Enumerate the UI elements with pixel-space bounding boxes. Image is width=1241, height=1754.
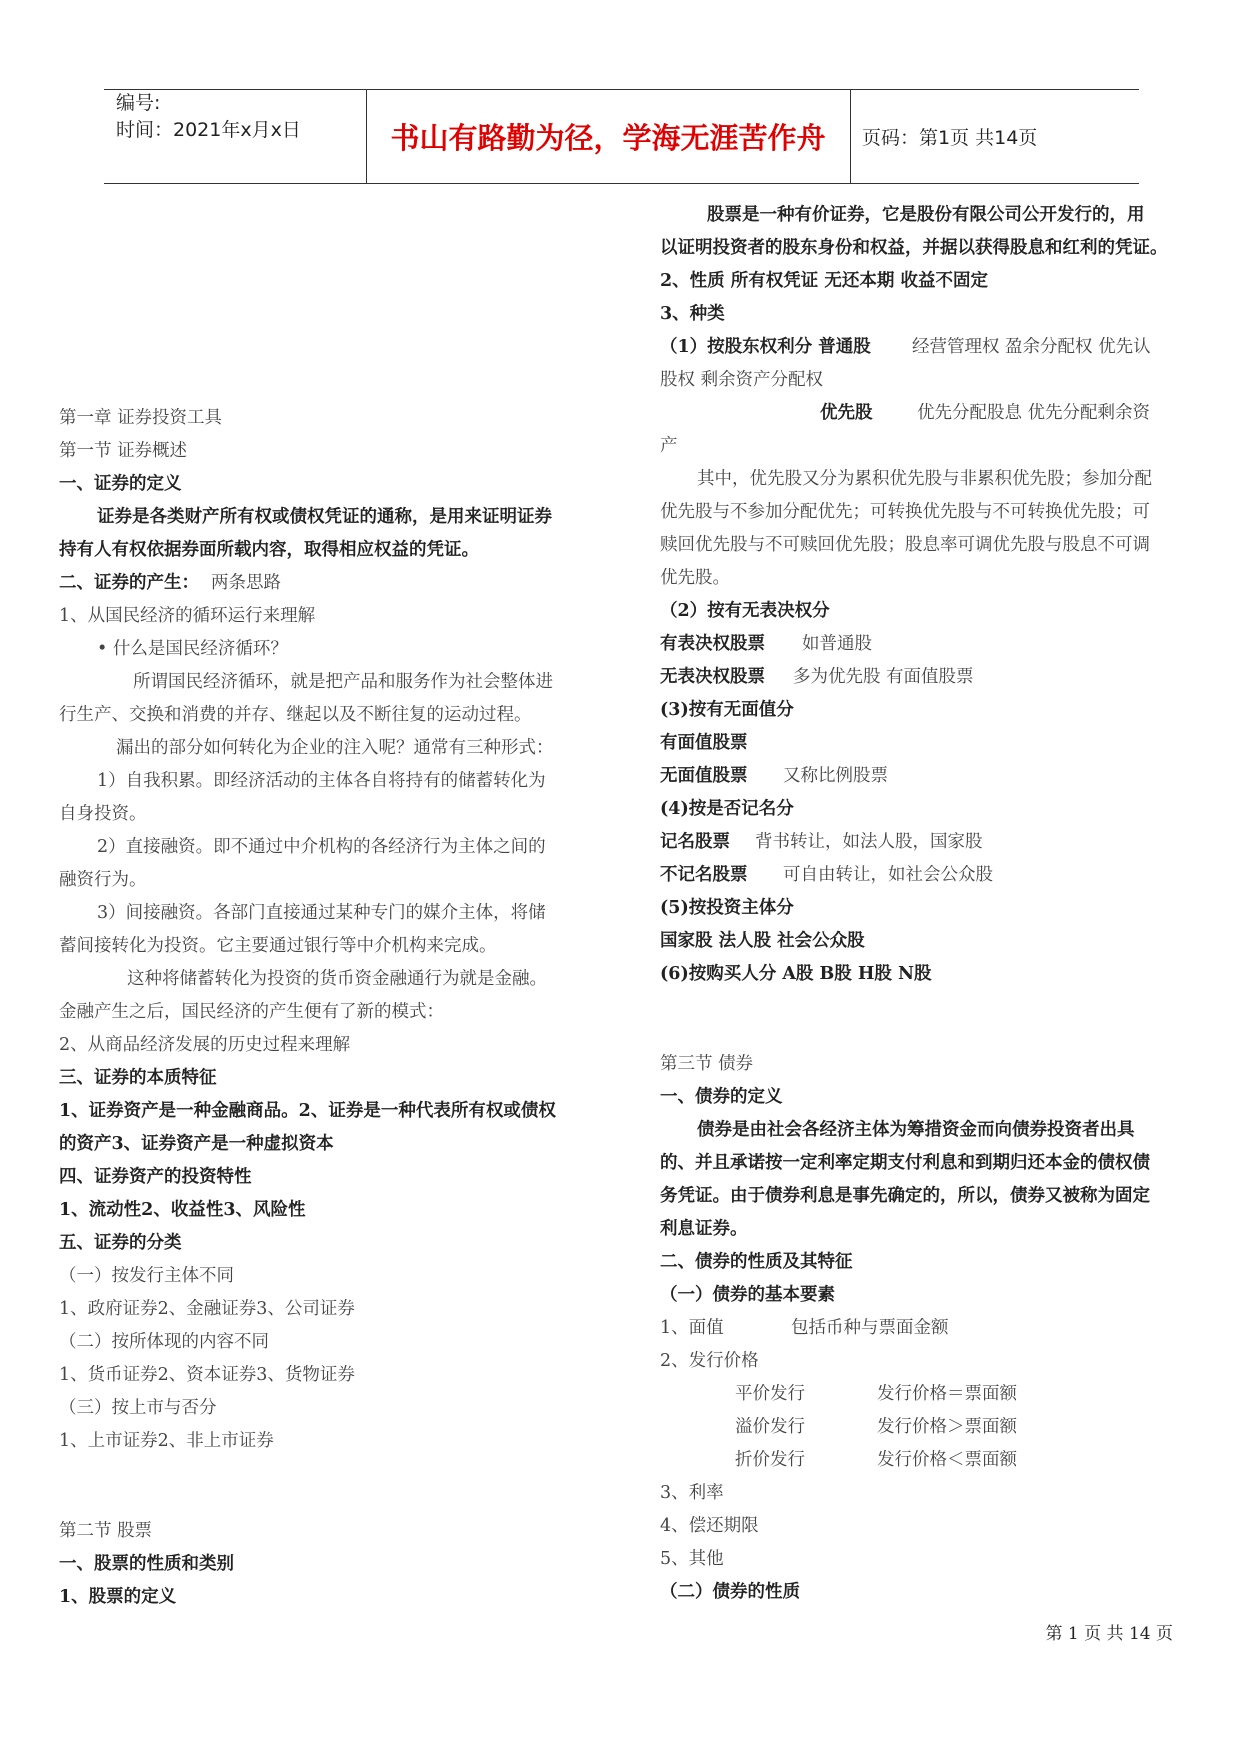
right-text-line: 利息证券。 — [660, 1219, 748, 1239]
left-text-line: 自身投资。 — [59, 804, 147, 824]
right-text-line: (4)按是否记名分 — [660, 799, 794, 819]
left-text-line: 二、证券的产生： — [59, 573, 199, 593]
left-text-line: • 什么是国民经济循环？ — [97, 639, 288, 659]
left-text-line: 1、从国民经济的循环运行来理解 — [59, 606, 316, 626]
left-text-line: 金融产生之后，国民经济的产生便有了新的模式： — [59, 1002, 444, 1022]
right-text-line: 背书转让，如法人股，国家股 — [755, 832, 983, 852]
right-text-line: 发行价格＝票面额 — [877, 1384, 1017, 1404]
right-text-line: 2、性质 所有权凭证 无还本期 收益不固定 — [660, 271, 988, 291]
right-text-line: 包括币种与票面金额 — [791, 1318, 949, 1338]
right-text-line: (3)按有无面值分 — [660, 700, 794, 720]
right-text-line: 可自由转让，如社会公众股 — [783, 865, 993, 885]
left-text-line: 1、流动性2、收益性3、风险性 — [59, 1200, 306, 1220]
left-text-line: 3）间接融资。各部门直接通过某种专门的媒介主体，将储 — [97, 903, 546, 923]
right-text-line: 国家股 法人股 社会公众股 — [660, 931, 865, 951]
left-text-line: 漏出的部分如何转化为企业的注入呢？通常有三种形式： — [116, 738, 554, 758]
right-text-line: 无表决权股票 — [660, 667, 765, 687]
right-text-line: 3、利率 — [660, 1483, 724, 1503]
left-text-line: （一）按发行主体不同 — [59, 1266, 234, 1286]
left-text-line: 1）自我积累。即经济活动的主体各自将持有的储蓄转化为 — [97, 771, 546, 791]
left-text-line: 行生产、交换和消费的并存、继起以及不断往复的运动过程。 — [59, 705, 532, 725]
right-text-line: 有面值股票 — [660, 733, 748, 753]
right-text-line: 优先股与不参加分配优先；可转换优先股与不可转换优先股；可 — [660, 502, 1150, 522]
left-text-line: 一、股票的性质和类别 — [59, 1554, 234, 1574]
right-text-line: (5)按投资主体分 — [660, 898, 794, 918]
right-text-line: 2、发行价格 — [660, 1351, 759, 1371]
right-text-line: 债券是由社会各经济主体为筹措资金而向债券投资者出具 — [697, 1120, 1135, 1140]
right-text-line: 其中，优先股又分为累积优先股与非累积优先股；参加分配 — [697, 469, 1152, 489]
doc-time-label: 时间：2021年x月x日 — [116, 119, 301, 141]
left-text-line: 的资产3、证券资产是一种虚拟资本 — [59, 1134, 334, 1154]
left-text-line: 1、股票的定义 — [59, 1587, 177, 1607]
doc-number-label: 编号: — [116, 92, 161, 114]
left-text-line: 第二节 股票 — [59, 1521, 153, 1541]
right-text-line: 3、种类 — [660, 304, 725, 324]
right-text-line: 一、债券的定义 — [660, 1087, 783, 1107]
right-text-line: 发行价格＜票面额 — [877, 1450, 1017, 1470]
right-text-line: 的、并且承诺按一定利率定期支付利息和到期归还本金的债权债 — [660, 1153, 1150, 1173]
right-text-line: 不记名股票 — [660, 865, 748, 885]
right-text-line: 4、偿还期限 — [660, 1516, 759, 1536]
right-text-line: 以证明投资者的股东身份和权益，并据以获得股息和红利的凭证。 — [660, 238, 1168, 258]
right-text-line: 平价发行 — [735, 1384, 805, 1404]
right-text-line: 第三节 债券 — [660, 1054, 754, 1074]
right-text-line: 如普通股 — [802, 634, 872, 654]
left-text-line: （二）按所体现的内容不同 — [59, 1332, 269, 1352]
header-left — [116, 90, 366, 183]
left-text-line: 五、证券的分类 — [59, 1233, 182, 1253]
page-header — [104, 89, 1139, 184]
left-text-line: 四、证券资产的投资特性 — [59, 1167, 252, 1187]
left-text-line: 证券是各类财产所有权或债权凭证的通称，是用来证明证券 — [97, 507, 552, 527]
header-page-label: 页码：第1页 共14页 — [862, 127, 1038, 149]
left-text-line: 所谓国民经济循环，就是把产品和服务作为社会整体进 — [133, 672, 553, 692]
header-divider — [366, 90, 367, 183]
left-text-line: 2）直接融资。即不通过中介机构的各经济行为主体之间的 — [97, 837, 546, 857]
left-text-line: 1、政府证券2、金融证券3、公司证券 — [59, 1299, 355, 1319]
left-text-line: 1、上市证券2、非上市证券 — [59, 1431, 274, 1451]
left-text-line: 一、证券的定义 — [59, 474, 182, 494]
right-text-line: 经营管理权 盈余分配权 优先认 — [912, 337, 1151, 357]
left-text-line: 1、货币证券2、资本证券3、货物证券 — [59, 1365, 355, 1385]
right-text-line: (6)按购买人分 A股 B股 H股 N股 — [660, 964, 932, 984]
left-text-line: 2、从商品经济发展的历史过程来理解 — [59, 1035, 351, 1055]
left-text-line: 两条思路 — [211, 573, 281, 593]
right-text-line: 二、债券的性质及其特征 — [660, 1252, 853, 1272]
left-text-line: 第一章 证券投资工具 — [59, 408, 223, 428]
right-text-line: 股权 剩余资产分配权 — [660, 370, 824, 390]
right-text-line: 发行价格＞票面额 — [877, 1417, 1017, 1437]
header-motto: 书山有路勤为径，学海无涯苦作舟 — [390, 121, 826, 155]
right-text-line: 多为优先股 有面值股票 — [793, 667, 974, 687]
left-text-line: 融资行为。 — [59, 870, 147, 890]
left-text-line: 第一节 证券概述 — [59, 441, 188, 461]
right-text-line: 务凭证。由于债券利息是事先确定的，所以，债券又被称为固定 — [660, 1186, 1150, 1206]
right-text-line: 记名股票 — [660, 832, 730, 852]
right-text-line: 无面值股票 — [660, 766, 748, 786]
right-text-line: 有表决权股票 — [660, 634, 765, 654]
right-text-line: 折价发行 — [735, 1450, 805, 1470]
left-text-line: 1、证券资产是一种金融商品。2、证券是一种代表所有权或债权 — [59, 1101, 556, 1121]
left-text-line: 蓄间接转化为投资。它主要通过银行等中介机构来完成。 — [59, 936, 497, 956]
left-text-line: （三）按上市与否分 — [59, 1398, 217, 1418]
right-text-line: （一）债券的基本要素 — [660, 1285, 835, 1305]
right-text-line: 赎回优先股与不可赎回优先股；股息率可调优先股与股息不可调 — [660, 535, 1150, 555]
right-text-line: 又称比例股票 — [783, 766, 888, 786]
right-text-line: 股票是一种有价证券，它是股份有限公司公开发行的，用 — [707, 205, 1145, 225]
right-text-line: 溢价发行 — [735, 1417, 805, 1437]
right-text-line: 优先分配股息 优先分配剩余资 — [917, 403, 1151, 423]
page-footer: 第 1 页 共 14 页 — [1045, 1624, 1173, 1644]
left-text-line: 这种将储蓄转化为投资的货币资金融通行为就是金融。 — [127, 969, 547, 989]
header-divider — [850, 90, 851, 183]
right-text-line: 产 — [660, 436, 678, 456]
right-text-line: （1）按股东权利分 普通股 — [660, 337, 871, 357]
right-text-line: （2）按有无表决权分 — [660, 601, 830, 621]
right-text-line: 5、其他 — [660, 1549, 724, 1569]
right-text-line: 优先股。 — [660, 568, 730, 588]
right-text-line: 1、面值 — [660, 1318, 724, 1338]
right-text-line: 优先股 — [820, 403, 873, 423]
left-text-line: 三、证券的本质特征 — [59, 1068, 217, 1088]
left-text-line: 持有人有权依据券面所载内容，取得相应权益的凭证。 — [59, 540, 479, 560]
right-text-line: （二）债券的性质 — [660, 1582, 800, 1602]
